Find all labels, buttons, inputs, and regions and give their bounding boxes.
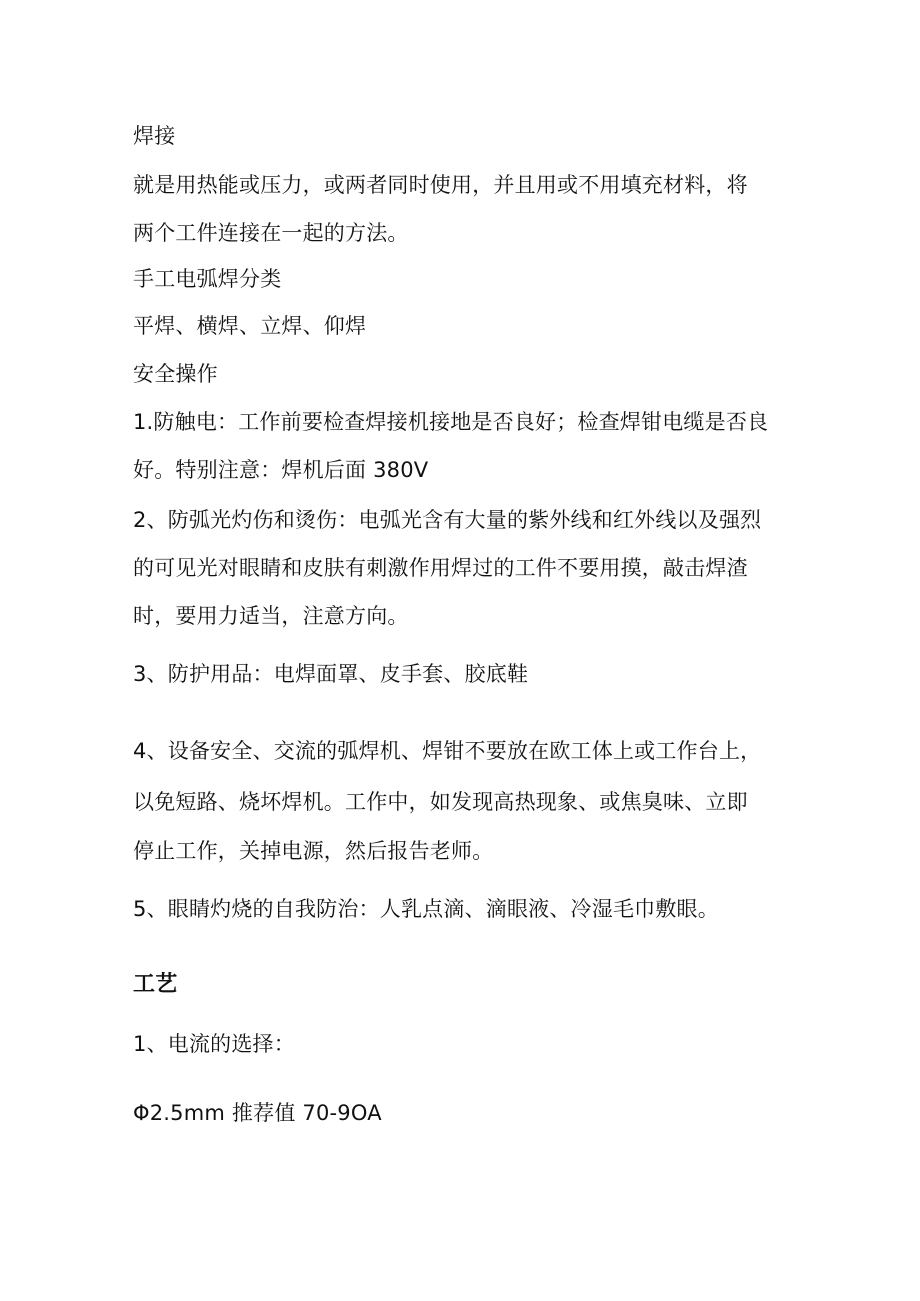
safety-item-2-line-1: 2、防弧光灼伤和烫伤：电弧光含有大量的紫外线和红外线以及强烈 [133, 508, 762, 532]
process-item-1: 1、电流的选择： [133, 1032, 295, 1056]
safety-item-3: 3、防护用品：电焊面罩、皮手套、胶底鞋 [133, 662, 529, 686]
safety-item-5: 5、眼睛灼烧的自我防治：人乳点滴、滴眼液、冷湿毛巾敷眼。 [133, 897, 719, 921]
safety-item-2-line-2: 的可见光对眼睛和皮肤有刺激作用焊过的工件不要用摸，敲击焊渣 [133, 556, 748, 580]
definition-line-1: 就是用热能或压力，或两者同时使用，并且用或不用填充材料，将 [133, 173, 748, 197]
safety-item-4-line-2: 以免短路、烧坏焊机。工作中，如发现高热现象、或焦臭味、立即 [133, 790, 748, 814]
current-recommendation: Φ2.5mm 推荐值 70-9OA [133, 1101, 382, 1125]
heading-classification: 手工电弧焊分类 [133, 267, 282, 291]
safety-item-1-line-1: 1.防触电：工作前要检查焊接机接地是否良好；检查焊钳电缆是否良 [133, 410, 769, 434]
heading-process: 工艺 [133, 972, 178, 997]
definition-line-2: 两个工件连接在一起的方法。 [133, 221, 409, 245]
safety-item-2-line-3: 时，要用力适当，注意方向。 [133, 604, 409, 628]
safety-item-1-line-2: 好。特别注意：焊机后面 380V [133, 458, 429, 482]
classification-list: 平焊、横焊、立焊、仰焊 [133, 314, 367, 338]
title-welding: 焊接 [133, 124, 176, 148]
safety-item-4-line-1: 4、设备安全、交流的弧焊机、焊钳不要放在欧工体上或工作台上， [133, 739, 762, 763]
heading-safety: 安全操作 [133, 362, 218, 386]
safety-item-4-line-3: 停止工作，关掉电源，然后报告老师。 [133, 839, 494, 863]
